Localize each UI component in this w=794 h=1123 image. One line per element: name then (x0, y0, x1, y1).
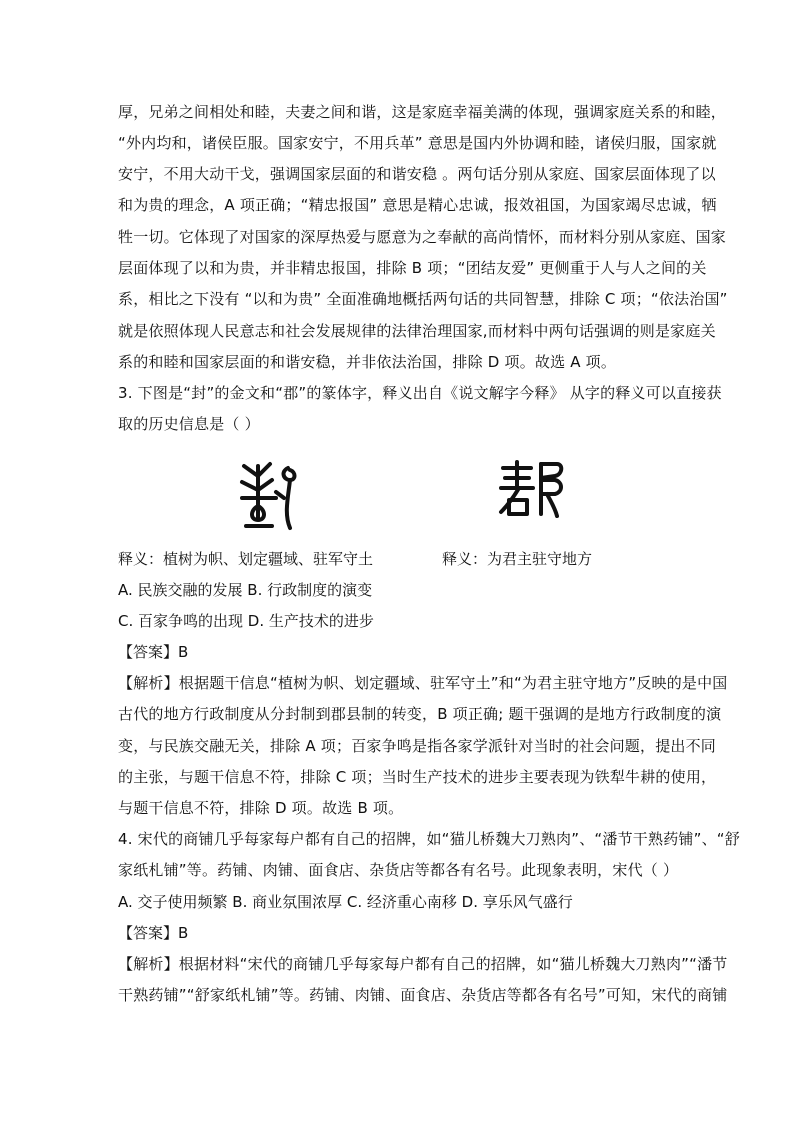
jun-seal-glyph-image (497, 458, 567, 520)
q3-analysis-line-5: 与题干信息不符，排除 D 项。故选 B 项。 (118, 799, 404, 817)
q4-answer: 【答案】B (118, 924, 189, 942)
q2-line-3: 安宁，不用大动干戈，强调国家层面的和谐安稳 。两句话分别从家庭、国家层面体现了以 (118, 165, 716, 183)
q4-analysis-line-1: 【解析】根据材料“宋代的商铺几乎每家每户都有自己的招牌，如“猫儿桥魏大刀熟肉”“潘节 (118, 955, 728, 973)
q2-line-4: 和为贵的理念，A 项正确；“精忠报国” 意思是精心忠诚，报效祖国，为国家竭尽忠诚，牺 (118, 196, 717, 214)
q3-answer: 【答案】B (118, 643, 189, 661)
feng-bronze-glyph-image (232, 458, 304, 534)
q2-line-2: “外内均和，诸侯臣服。国家安宁，不用兵革” 意思是国内外协调和睦，诸侯归服，国家就 (118, 134, 717, 152)
q4-options: A. 交子使用频繁 B. 商业氛围浓厚 C. 经济重心南移 D. 享乐风气盛行 (118, 893, 573, 911)
q3-caption-left: 释义：植树为帜、划定疆域、驻军守土 (118, 550, 374, 568)
q3-analysis-line-1: 【解析】根据题干信息“植树为帜、划定疆域、驻军守土”和“为君主驻守地方”反映的是中国 (118, 674, 728, 692)
q2-line-8: 就是依照体现人民意志和社会发展规律的法律治理国家,而材料中两句话强调的则是家庭关 (118, 322, 716, 340)
q2-line-1: 厚，兄弟之间相处和睦，夫妻之间和谐，这是家庭幸福美满的体现，强调家庭关系的和睦， (118, 103, 727, 121)
q3-analysis-line-4: 的主张，与题干信息不符，排除 C 项；当时生产技术的进步主要表现为铁犁牛耕的使用， (118, 768, 717, 786)
q4-stem-line-2: 家纸札铺”等。药铺、肉铺、面食店、杂货店等都各有名号。此现象表明，宋代（ ） (118, 861, 679, 879)
q4-analysis-line-2: 干熟药铺”“舒家纸札铺”等。药铺、肉铺、面食店、杂货店等都各有名号”可知，宋代的商铺 (118, 986, 728, 1004)
q3-analysis-line-2: 古代的地方行政制度从分封制到郡县制的转变，B 项正确; 题干强调的是地方行政制度的演 (118, 705, 722, 723)
q2-line-5: 牲一切。它体现了对国家的深厚热爱与愿意为之奉献的高尚情怀，而材料分别从家庭、国家 (118, 228, 727, 246)
q3-stem-line-1: 3. 下图是“封”的金文和“郡”的篆体字，释义出自《说文解字今释》 从字的释义可以直接获 (118, 384, 722, 402)
q3-analysis-line-3: 变，与民族交融无关，排除 A 项；百家争鸣是指各家学派针对当时的社会问题，提出不同 (118, 737, 717, 755)
q3-stem-line-2: 取的历史信息是（ ） (118, 415, 260, 433)
q2-line-6: 层面体现了以和为贵，并非精忠报国，排除 B 项；“团结友爱” 更侧重于人与人之间的关 (118, 259, 707, 277)
q3-options-row-1: A. 民族交融的发展 B. 行政制度的演变 (118, 581, 373, 599)
q2-line-9: 系的和睦和国家层面的和谐安稳，并非依法治国，排除 D 项。故选 A 项。 (118, 353, 617, 371)
q3-options-row-2: C. 百家争鸣的出现 D. 生产技术的进步 (118, 612, 374, 630)
q3-caption-right: 释义：为君主驻守地方 (442, 550, 593, 568)
q4-stem-line-1: 4. 宋代的商铺几乎每家每户都有自己的招牌，如“猫儿桥魏大刀熟肉”、“潘节干熟药铺”、“舒 (118, 830, 740, 848)
q2-line-7: 系，相比之下没有 “以和为贵” 全面准确地概括两句话的共同智慧，排除 C 项；“依法治国” (118, 290, 728, 308)
